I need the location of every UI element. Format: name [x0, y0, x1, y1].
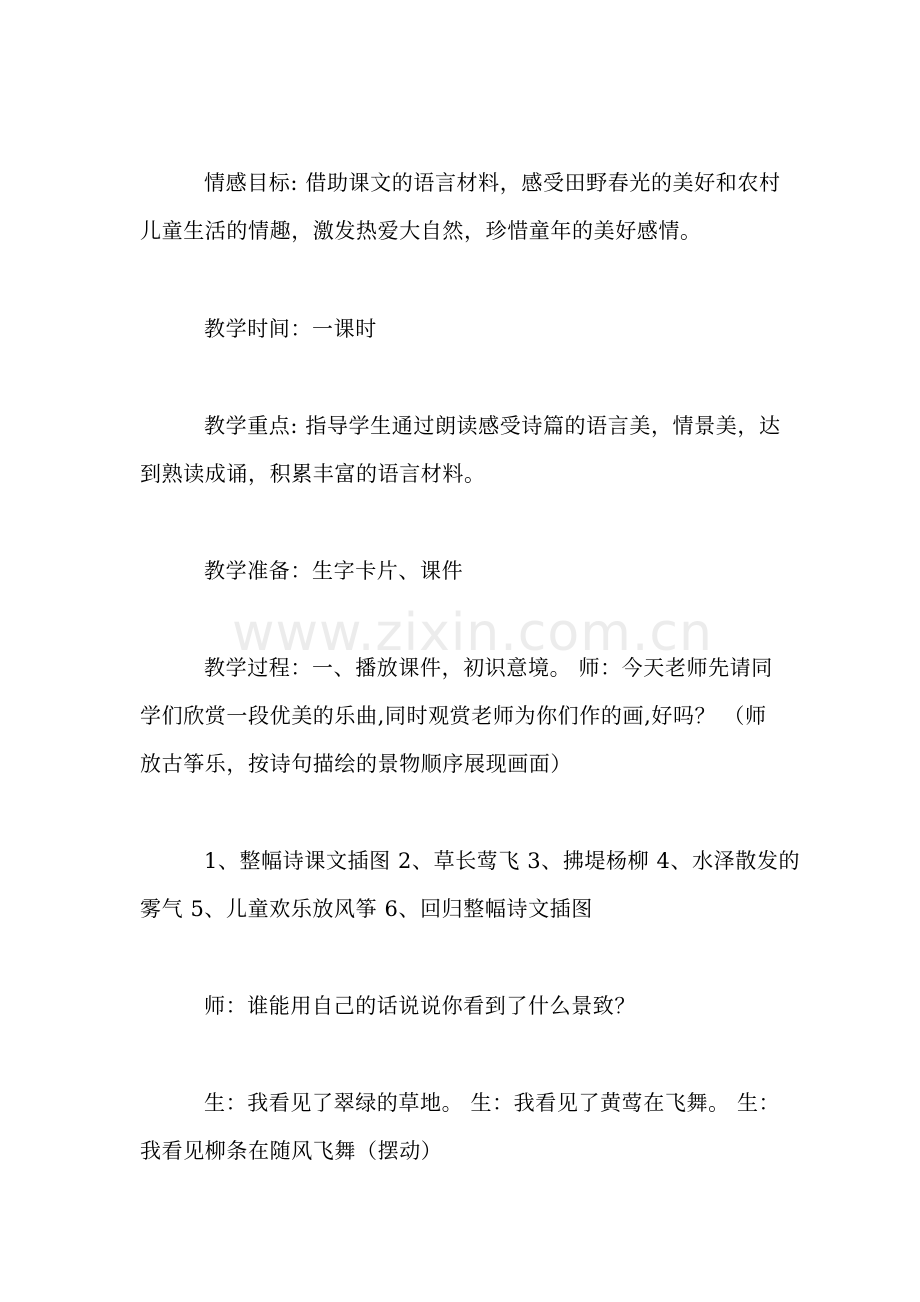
paragraph-teaching-process-line-3: 放古筝乐，按诗句描绘的景物顺序展现画面）: [140, 752, 572, 776]
watermark: www.zixin.com.cn: [232, 603, 713, 663]
paragraph-teaching-time: 教学时间：一课时: [204, 317, 377, 341]
paragraph-student-answers-line-1: 生：我看见了翠绿的草地。 生：我看见了黄莺在飞舞。 生：: [204, 1091, 781, 1115]
paragraph-student-answers-line-2: 我看见柳条在随风飞舞（摆动）: [140, 1139, 443, 1163]
paragraph-teacher-question: 师：谁能用自己的话说说你看到了什么景致？: [204, 994, 636, 1018]
paragraph-teaching-focus-line-1: 教学重点: 指导学生通过朗读感受诗篇的语言美，情景美，达: [204, 414, 781, 438]
paragraph-teaching-process-line-2: 学们欣赏一段优美的乐曲,同时观赏老师为你们作的画,好吗？ （师: [140, 704, 767, 728]
paragraph-teaching-focus-line-2: 到熟读成诵，积累丰富的语言材料。: [140, 462, 486, 486]
paragraph-emotion-goal-line-1: 情感目标: 借助课文的语言材料，感受田野春光的美好和农村: [204, 171, 781, 195]
paragraph-scene-list-line-1: 1、整幅诗课文插图 2、草长莺飞 3、拂堤杨柳 4、水泽散发的: [204, 849, 801, 873]
paragraph-teaching-prep: 教学准备：生字卡片、课件: [204, 559, 464, 583]
paragraph-teaching-process-line-1: 教学过程：一、播放课件，初识意境。 师：今天老师先请同: [204, 656, 773, 680]
paragraph-scene-list-line-2: 雾气 5、儿童欢乐放风筝 6、回归整幅诗文插图: [140, 897, 593, 921]
paragraph-emotion-goal-line-2: 儿童生活的情趣，激发热爱大自然，珍惜童年的美好感情。: [140, 219, 702, 243]
